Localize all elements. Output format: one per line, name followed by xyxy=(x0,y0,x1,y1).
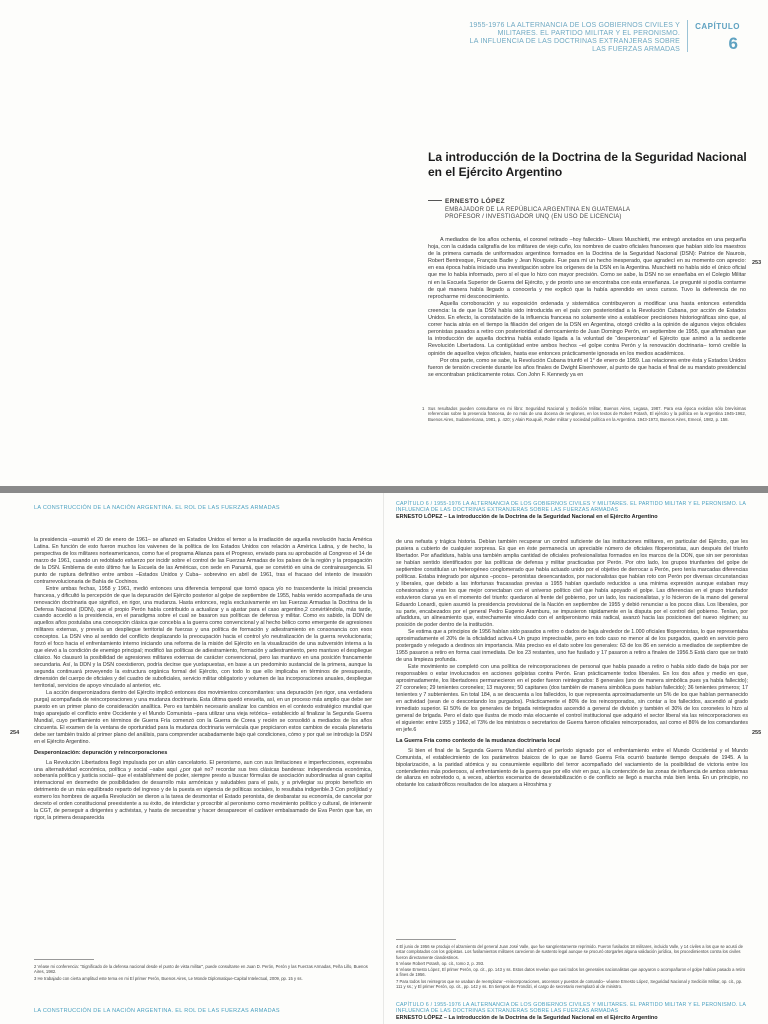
page-number: 253 xyxy=(752,260,762,266)
footnote-text: Sus resultados pueden consultarse en mi libro: Seguridad Nacional y Sedición Militar, Buenos Aires, Legasa, 1987. Para esa época existían sólo brevísimas referencias sobre la presencia francesa, de no más de una docena de renglones, en los textos de Robert Potash, El ejército y la política en la Argentina 1945-1962, Buenos Aires, Sudamericana, 1981, p. 420; y Alain Rouquié, Poder militar y sociedad política en la Argentina. 1943-1973, Buenos Aires, Emecé, 1982, p. 158. xyxy=(428,406,746,422)
article-body-page1 xyxy=(428,237,746,379)
right-running-header xyxy=(396,501,748,520)
paragraph: Por otra parte, como se sabe, la Revolución Cubana triunfó el 1° de enero de 1959. Las relaciones entre ésta y Estados Unidos fueron de tensión creciente durante los años finales de Dwight Eisenhower, al punto de que hacia el final de su mandato presidencial se encontraban prácticamente rotas. Con John F. Kennedy ya en xyxy=(428,357,746,378)
author-role-2: PROFESOR / INVESTIGADOR UNQ (EN USO DE LICENCIA) xyxy=(445,214,622,220)
right-column xyxy=(396,539,748,789)
right-running-footer xyxy=(396,1002,748,1021)
paragraph: Se estima que a principios de 1956 habían sido pasados a retiro o dados de baja alrededor de 1.000 oficiales filoperonistas, lo que representaba aproximadamente el 20% de la oficialidad activa.4 Un grupo imprecisable, pero en todo caso no menor al de los purgados, quedó en servicio pero postergado y relegado a destinos sin importancia. Más preciso es el dato sobre los generales: 63 de los 86 en servicio a mediados de septiembre de 1955 pasaron a retiro en forma casi inmediata. De los 23 restantes, uno fue fusilado y 17 pasaron a retiro a finales de 1956.5 Está claro que se trató de una limpieza profunda. xyxy=(396,629,748,664)
chapter-header xyxy=(400,22,740,82)
footnote: 6 Véase Ernesto López, El primer Perón, op. cit., pp. 143 y ss. Estos datos revelan que casi todos los generales nacionalistas que apoyaron o acompañaron el golpe habían pasado a retiro a fines de 1956. xyxy=(396,967,746,978)
footnote-number: 1 xyxy=(422,406,425,411)
footnote xyxy=(422,406,746,422)
article-title: La introducción de la Doctrina de la Seguridad Nacional en el Ejército Argentino xyxy=(428,150,747,179)
author-name: ERNESTO LÓPEZ xyxy=(445,198,505,205)
right-footer-chapter: CAPÍTULO 6 / 1955-1976 LA ALTERNANCIA DE LOS GOBIERNOS CIVILES Y MILITARES. EL PARTIDO MILITAR Y EL PERONISMO. LA INFLUENCIA DE LAS DOCTRINAS EXTRANJERAS SOBRE LAS FUERZAS ARMADAS xyxy=(396,1002,746,1015)
spread-gutter xyxy=(383,493,384,1024)
left-running-footer: LA CONSTRUCCIÓN DE LA NACIÓN ARGENTINA. EL ROL DE LAS FUERZAS ARMADAS xyxy=(34,1008,280,1014)
right-footnotes xyxy=(396,939,748,990)
author-rule xyxy=(428,200,442,214)
footnote-rule xyxy=(34,959,94,960)
right-header-author-title: ERNESTO LÓPEZ – La introducción de la Doctrina de la Seguridad Nacional en el Ejército Argentino xyxy=(396,513,658,520)
paragraph: Si bien el final de la Segunda Guerra Mundial alumbró el período signado por el enfrentamiento entre el Mundo Occidental y el Mundo Comunista, el establecimiento de los parámetros básicos de lo que se llamó Guerra Fría ocurrió bastante tiempo después de 1945. A la bipolarización, a la paridad atómica y su consumiente equilibrio del terror acompañado del vaciamiento de la posibilidad de victoria entre los contendientes más poderosos, al enfrentamiento de la guerra que por ello vivir en paz, a la contención de las zonas de influencia de ambos sistemas de alianza en sobretodo o, a veces, abiertos escenarios de desestabilización o de conflicto se llegó a marcha más bien lenta. En un principio, no obstante los catastróficos resultados de los ataques a Hiroshima y xyxy=(396,747,748,789)
right-footer-author-title: ERNESTO LÓPEZ – La introducción de la Doctrina de la Seguridad Nacional en el Ejército Argentino xyxy=(396,1014,658,1021)
header-line-2: MILITARES. EL PARTIDO MILITAR Y EL PERONISMO. xyxy=(497,30,680,37)
section-heading: Desperonización: depuración y reincorporaciones xyxy=(34,749,168,756)
paragraph: La acción desperonizadora dentro del Ejército implicó entonces dos movimientos concomitantes: una depuración (en rigor, una verdadera purga) acompañada de reincorporaciones y una mudanza doctrinaria. Esta última quedó envuelta, así, en un proceso más amplio que debe ser puesto en un primer plano de consideración analítica. Pero es también necesario analizar los cambios en el contexto estratégico mundial que trajo aparejado el conflicto entre Occidente y el Mundo Comunista –para utilizar una vieja retórica– establecido al finalizar la Segunda Guerra Mundial, cuyo perfilamiento en términos de Guerra Fría comenzó con la Guerra de Corea y recién se consolidó a mediados de los años cincuenta. El examen de la ventana de oportunidad para la mudanza doctrinaria vernácula que propiciaron estos cambios de escala planetaria debe ser también traído al primer plano del análisis, para comprender acabadamente bajo qué condiciones, cómo y por qué se introdujo la DSN en el Ejército Argentino. xyxy=(34,689,372,745)
paragraph: Este movimiento se completó con una política de reincorporaciones de personal que había pasado a retiro o había sido dado de baja por ser responsables o estar involucrados en acciones golpistas contra Perón. Eran prácticamente todos liberales. En los dos años y medio en que, aproximadamente, los libertadores permanecieron en el poder fueron reintegrados: 8 generales (uno de manera simbólica pues ya había fallecido); 27 coroneles; 29 tenientes coroneles; 13 mayores; 50 capitanes (dos también de manera simbólica pues habían fallecido); 36 tenientes primeros; 17 tenientes y 7 subtenientes. En total 184, a se descuenta a los fallecidos, lo que representa aproximadamente un 5% de los que habían permanecido en actividad (sean de o descontando los purgados). Prácticamente el 80% de los reincorporados, sin contar a los fallecidos, ascendió al grado inmediato superior. El 50% de los generales de brigada reintegrados ascendió a general de división y también el 30% de los coroneles lo hizo al general de brigada. Pero el dato que ilustra de modo más elocuente el control institucional que adquirió el sector liberal via las reincorporaciones es el siguiente: entre 1955 y 1962, el 73% de los ministros o secretarios de Guerra fueron oficiales reincorporados, así como el 86% de los comandantes en jefe.6 xyxy=(396,664,748,733)
footnote: 2 Véase mi conferencia: “Significado de la defensa nacional desde el punto de vista militar”, puede consultarse en Juan D. Perón, Perón y las Fuerzas Armadas, Peña Lillo, Buenos Aires, 1982. xyxy=(34,964,368,975)
header-line-4: LAS FUERZAS ARMADAS xyxy=(592,46,680,53)
paragraph: Aquella corroboración y su exposición ordenada y sistemática contribuyeron a modificar una hasta entonces extendida creencia: la de que la DSN había sido introducida en el país con posterioridad a la Revolución Cubana, por acción de Estados Unidos. En efecto, la constatación de la influencia francesa no solamente vino a establecer precisiones historiográficas sino que, al correr hacia atrás en el tiempo la filiación del origen de la DSN en Argentina, otorgó crédito a la opinión de algunos viejos oficiales peronistas pasados a retiro con posterioridad al derrocamiento de Juan Domingo Perón, en septiembre de 1955, que afirmaban que la introducción de aquella doctrina había estado ligada a la voluntad de “desperonizar” el Ejército que animó a la sedicente Revolución Libertadora. La contigüidad entre ambos hechos –el golpe contra Perón y la renovación doctrinaria– tornó creíble la opinión de aquellos viejos oficiales, hasta ese entonces prácticamente ignorada en los medios académicos. xyxy=(428,300,746,357)
article-first-page xyxy=(0,0,768,486)
footnote: 3 He trabajado con cierta amplitud este tema en mi El primer Perón, Buenos Aires, Le Monde Diplomatique-Capital Intelectual, 2009, pp. 15 y ss. xyxy=(34,975,303,981)
paragraph: Entre ambas fechas, 1958 y 1961, medió entonces una diferencia temporal que tornó opaca y/o no trascendente la inicial presencia francesa, y dificultó la percepción de que la depuración del Ejército posterior al golpe de septiembre de 1955, había venido acompañada de una renovación doctrinaria que significó, en rigor, una mudanza. Hasta entonces, regía exclusivamente en las Fuerzas Armadas la Doctrina de la Defensa Nacional (DDN), que el propio Perón había contribuido a actualizar y a ajustar para el caso argentino,2 convirtiéndola, más tarde, cuando accedió a la presidencia, en el paradigma sobre el cual se basaron sus políticas de defensa y militar. Como es sabido, la DDN de aquellos años postulaba una concepción clásica que concebía a la guerra como convencional y al hecho bélico como emergente de agresiones militares externas, y preveía un despliegue territorial de fuerzas y una política de formación y adiestramiento en consonancia con esos conceptos. La DSN vino al sentido del conflicto desplazando la preocupación hacia el control y/o neutralización de la guerra revolucionaria; forzó el foco hacia el enfrentamiento interno iniciando una reforma de la misión del Ejército en la visualización de una subversión interna a la que elevó a la condición de enemigo principal; modificó las políticas de adiestramiento, formación y adiestramiento, pero mantuvo el despliegue clásico. No clausuró la posibilidad de agresiones militares externas de carácter convencional, pero las mantuvo en una posición francamente secundaria. Así, la DDN y la DSN coexistieron, podría decirse que yuxtapuestas, en base a un predominio sustancial de la primera, aunque la segunda continuará proveyendo la estructura orgánica formal del Ejército, con todo lo que ello implicaba en términos de presupuesto, dimensión del cuerpo de oficiales y del cuadro de suboficiales, servicio militar obligatorio y volumen de las incorporaciones anuales, despliegue territorial, servicios de apoyo vinculado al anterior, etc. xyxy=(34,585,372,690)
chapter-label: CAPÍTULO xyxy=(695,22,740,31)
footnote: 7 Para todos los reintegros que se usaban de reemplazar –reincorporaciones, ascensos y puestos de comando– véanse Ernesto López, Seguridad Nacional y Sedición Militar, op. cit., pp. 111 y ss.; y El primer Perón, op. cit., pp. 142 y ss. En tiempos de Frondizi, el cargo de secretario reemplazó al de ministro. xyxy=(396,978,743,990)
paragraph: La Revolución Libertadora llegó impulsada por un afán cancelatorio. El peronismo, aun con sus limitaciones e imperfecciones, expresaba una alternatividad económica, política y social –sabe aquí ¿por qué no? recordar sus tres clásicas banderas: independencia económica, soberanía política y justicia social– que el establishment de poder, siempre presto a buscar fórmulas de asociación subordinadas al gran capital internacional en desmedro de posibilidades de desarrollo más armónicas y saludables para el país, y a privilegiar su propio beneficio en detrimento de un más equilibrado reparto del ingreso y de la puesta en vigencia de políticas sociales, lo resultaba indigerible.3 Con prolijidad y esmero los hombres de aquella Revolución se dieron a la tarea de desmontar el Estado peronista, de desbaratar su economía, de cancelar por decreto el orden constitucional preexistente a su éxito, de interdictar y proscribir al peronismo como movimiento político y cultural, de intervenir la CGT, de perseguir a dirigentes y activistas, y hasta de secuestrar y hacer desaparecer el cadáver embalsamado de Eva Perón que fue, en rigor, la primera desaparecida xyxy=(34,759,372,822)
paragraph: de una nefasta y trágica historia. Debían también recuperar un control suficiente de las instituciones militares, en particular del Ejército, que les pusiera a cubierto de cualquier sorpresa. Es que en éste permanecía un apreciable número de oficiales filoperonistas, aun después del triunfo libertador. Por añadidura, había una también amplia cantidad de oficiales profesionalistas formados en los marcos de la DDN, que sin ser peronistas se habían sentido identificados por las políticas de defensa y militar practicadas por Perón. Por otro lado, los grupos triunfantes del golpe de septiembre constituían un heterogéneo conglomerado que había actuado unido por el objetivo de derrocar a Perón, pero tenía marcadas diferencias políticas. Estaba integrado por algunos –pocos– peronistas desencantados, por nacionalistas que habían roto con Perón por diversas circunstancias y liberales, que debido a las infortunas fracasadas previas a 1955 habían quedado reducidos a una mínima expresión aunque estaban muy cohesionados y eran los que mejor conectaban con el universo político civil que había apoyado el golpe. Las diferencias en el grupo triunfador estuvieron claras ya en el momento del triunfo: quedaron al frente del gobierno, por un lado, los nacionalistas, y lo hicieron de la mano del general Eduardo Lonardi, quien asumió la presidencia provisional de la Nación en septiembre de 1955 y debió renunciar a los pocos días. Los liberales, por su parte, encabezados por el general Pedro Eugenio Aramburu, se impusieron rápidamente en la disputa por el control del gobierno. Tenían, por añadidura, un alineamiento que, estrechamente vinculado con el antiperonismo más radical, avanzó hacia las posiciones del nuevo régimen; su posición de poder dentro de la institución. xyxy=(396,539,748,629)
footnote: 4 El junio de 1956 se produjo el alzamiento del general Juan José Valle, que fue sangrientamente reprimido. Fueron fusilados 18 militares, incluido Valle, y 14 civiles a los que se acusó de estar complotados con los golpistas. Los fusilamientos militares carecieron de sustento legal aunque se procuró otorgarles alguna validación jurídica, los procedimientos contra los civiles fueron directamente clandestinos. xyxy=(396,944,743,960)
article-spread xyxy=(0,493,768,1024)
paragraph: la presidencia –asumió el 20 de enero de 1961– se afianzó en Estados Unidos el temor a la irradiación de aquella revolución hacia América Latina. En función de esto fueron muchos los vaivenes de la política de los Estados Unidos con relación a América Latina, y de hecho, la perspectiva de los militares norteamericanos, como fue el programa Alianza para el Progreso, enviado para su aprobación al Congreso el 14 de marzo de 1961, cuando un redoblado esfuerzo por incidir sobre el control de las Fuerzas Armadas de los países de la región y la propagación de la DSN. Emblema de esto último fue la Escuela de las Américas, con sede en Panamá, que se convirtió en uina de contrainsurgencia. El punto de ruptura definitivo entre ambos –Estados Unidos y Cuba– sobrevino en abril de 1961, tras el fracaso del intento de invasión contrarrevolucionaria de Bahía de Cochinos. xyxy=(34,537,372,585)
chapter-header-text xyxy=(400,22,680,54)
header-divider xyxy=(687,20,688,52)
chapter-number: 6 xyxy=(728,34,738,53)
right-header-chapter: CAPÍTULO 6 / 1955-1976 LA ALTERNANCIA DE LOS GOBIERNOS CIVILES Y MILITARES. EL PARTIDO MILITAR Y EL PERONISMO. LA INFLUENCIA DE LAS DOCTRINAS EXTRANJERAS SOBRE LAS FUERZAS ARMADAS xyxy=(396,501,746,514)
header-line-1: 1955-1976 LA ALTERNANCIA DE LOS GOBIERNOS CIVILES Y xyxy=(469,22,680,29)
paragraph: A mediados de los años ochenta, el coronel retirado –hoy fallecido– Ulises Muschietti, me entregó anotados en una pequeña hoja, con la cuidada caligrafía de los militares de viejo cuño, los nombres de cuatro oficiales franceses que habían sido los maestros de la primera camada de uniformados argentinos formados en la Doctrina de la Seguridad Nacional (DSN): Patrice de Naurois, Robert Bentresque, François Badie y Jean Nougués. Fue para mí un hecho inesperado, que agradecí en su momento con aprecio: en esa época había iniciado una investigación sobre los orígenes de la DSN en la Argentina. Muschietti no había sido el único oficial que me lo había informado, pero sí el que lo hizo con mayor precisión. Como se sabe, la DSN no se enseñaba en el Colegio Militar ni en la Escuela Superior de Guerra del Ejército, y de pronto uno se encontraba con esta enseñanza. Le pregunté si podía contarme de qué manera había llegado a conocerla y me explicó que la había aprendido en unos cursos. Tuvo la deferencia de no reprocharme mi desconocimiento. xyxy=(428,237,746,300)
left-page-number: 254 xyxy=(10,730,20,736)
author-role-1: EMBAJADOR DE LA REPÚBLICA ARGENTINA EN GUATEMALA xyxy=(445,207,631,213)
footnote: 5 Véase Robert Potash, op. cit., tomo 2, p. 293. xyxy=(396,960,485,966)
section-heading: La Guerra Fría como contexto de la mudanza doctrinaria local xyxy=(396,737,561,744)
header-line-3: LA INFLUENCIA DE LAS DOCTRINAS EXTRANJERAS SOBRE xyxy=(469,38,680,45)
footnote-rule xyxy=(396,939,456,940)
left-column xyxy=(34,537,372,822)
left-footnotes xyxy=(34,959,372,982)
left-running-header: LA CONSTRUCCIÓN DE LA NACIÓN ARGENTINA. EL ROL DE LAS FUERZAS ARMADAS xyxy=(34,505,280,511)
right-page-number: 255 xyxy=(752,730,762,736)
